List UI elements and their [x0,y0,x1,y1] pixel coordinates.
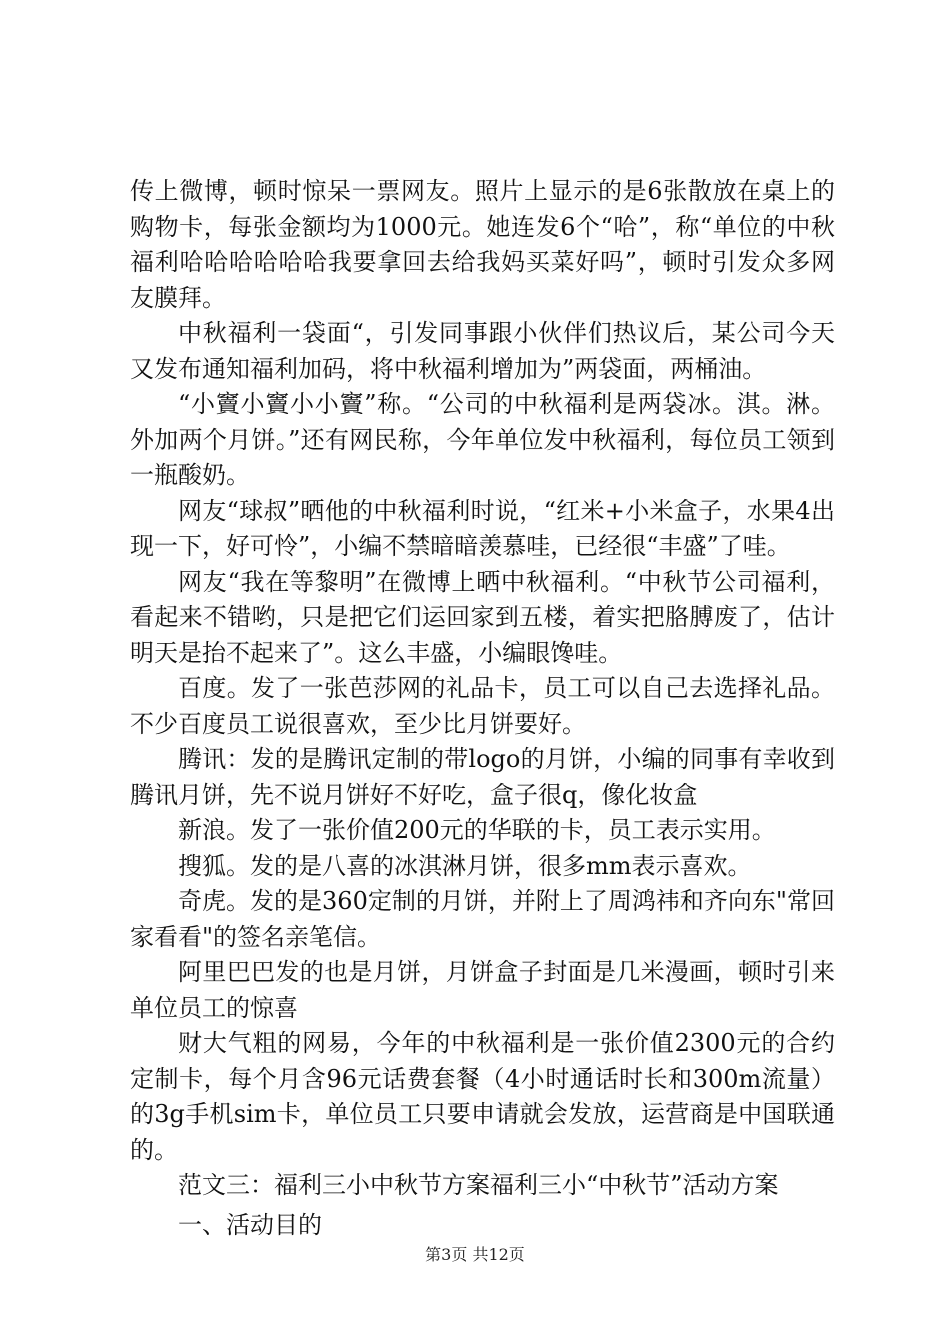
paragraph: 奇虎。发的是360定制的月饼，并附上了周鸿祎和齐向东"常回家看看"的签名亲笔信。 [130,887,835,951]
paragraph: 新浪。发了一张价值200元的华联的卡，员工表示实用。 [178,816,776,844]
paragraph: 搜狐。发的是八喜的冰淇淋月饼，很多mm表示喜欢。 [178,851,752,880]
paragraph: 百度。发了一张芭莎网的礼品卡，员工可以自己去选择礼品。不少百度员工说很喜欢，至少比月饼要好。 [130,674,835,738]
section-heading: 一、活动目的 [178,1210,322,1239]
paragraph: 网友“我在等黎明”在微博上晒中秋福利。“中秋节公司福利，看起来不错哟，只是把它们运回家到五楼，着实把胳膊废了，估计明天是抬不起来了”。这么丰盛，小编眼馋哇。 [130,567,835,667]
paragraph: 阿里巴巴发的也是月饼，月饼盒子封面是几米漫画，顿时引来单位员工的惊喜 [130,958,835,1022]
paragraph: 腾讯：发的是腾讯定制的带logo的月饼，小编的同事有幸收到腾讯月饼，先不说月饼好不好吃，盒子很q，像化妆盒 [130,745,835,809]
paragraph: 中秋福利一袋面“，引发同事跟小伙伴们热议后，某公司今天又发布通知福利加码，将中秋福利增加为”两袋面，两桶油。 [130,319,835,383]
paragraph: 传上微博，顿时惊呆一票网友。照片上显示的是6张散放在桌上的购物卡，每张金额均为1000元。她连发6个“哈”，称“单位的中秋福利哈哈哈哈哈哈我要拿回去给我妈买菜好吗”，顿时引发众多网友膜拜。 [130,177,835,312]
document-body [130,174,835,1243]
paragraph: 网友“球叔”晒他的中秋福利时说，“红米+小米盒子，水果4出现一下，好可怜”，小编不禁暗暗羡慕哇，已经很“丰盛”了哇。 [130,496,835,560]
paragraph: “小竇小竇小小竇”称。“公司的中秋福利是两袋冰。淇。淋。外加两个月饼。”还有网民称，今年单位发中秋福利，每位员工领到一瓶酸奶。 [130,390,835,489]
paragraph: 财大气粗的网易，今年的中秋福利是一张价值2300元的合约定制卡，每个月含96元话费套餐（4小时通话时长和300m流量）的3g手机sim卡，单位员工只要申请就会发放，运营商是中国联通的。 [130,1029,835,1164]
section-title: 范文三：福利三小中秋节方案福利三小“中秋节”活动方案 [178,1171,779,1199]
page-footer: 第3页 共12页 [425,1245,525,1264]
